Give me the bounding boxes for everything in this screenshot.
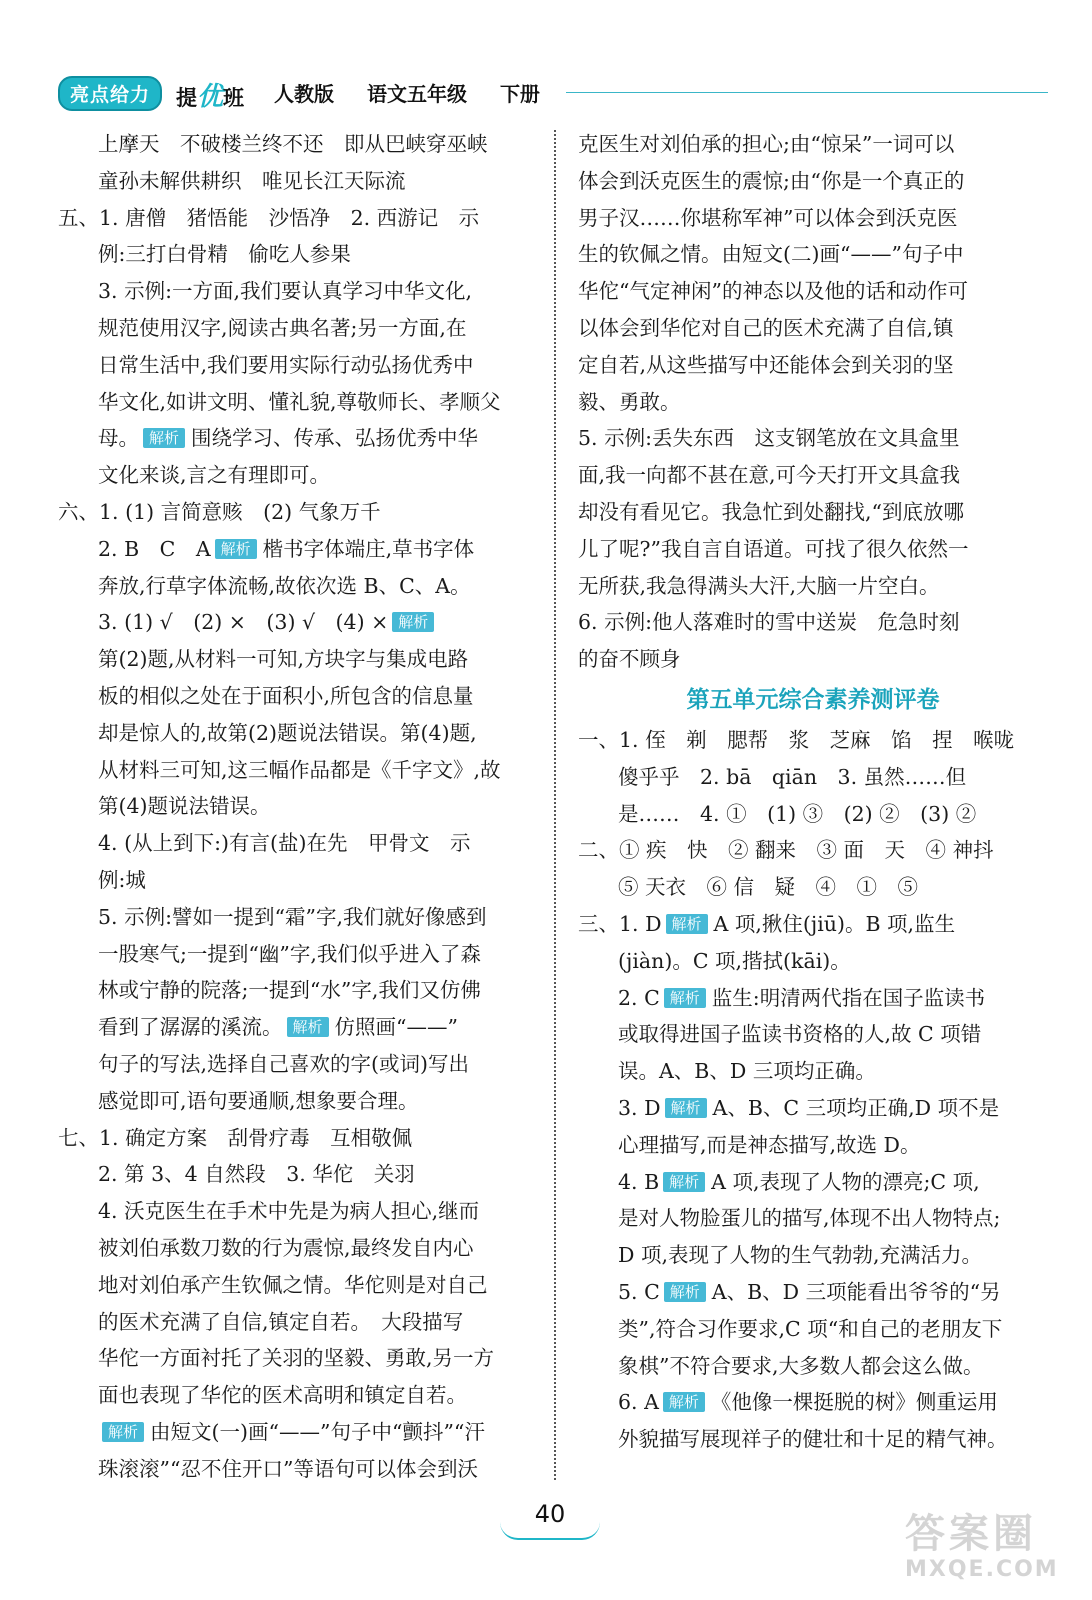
- answer-line: [58, 126, 534, 163]
- answer-line: [58, 604, 534, 641]
- answer-line: [58, 494, 534, 531]
- analysis-text: A、B、C 三项均正确,D 项不是: [712, 1095, 1000, 1120]
- answer-line: [578, 869, 1048, 906]
- right-column: [578, 126, 1048, 1458]
- answer-text: 3. D: [618, 1095, 661, 1120]
- answer-line: 6. 示例:他人落难时的雪中送炭 危急时刻: [578, 610, 960, 635]
- page-number: 40: [534, 1500, 566, 1528]
- answer-line: [58, 568, 534, 605]
- analysis-text: 仿照画“——”: [334, 1015, 458, 1040]
- answer-line: [58, 1193, 534, 1230]
- analysis-text: A 项,揪住(jiū)。B 项,监生: [713, 911, 956, 936]
- answer-text: 华佗一方面衬托了关羽的坚毅、勇敢,另一方: [98, 1346, 495, 1371]
- answer-line: [58, 1377, 534, 1414]
- answer-line: [58, 163, 534, 200]
- answer-line: 生的钦佩之情。由短文(二)画“——”句子中: [578, 242, 964, 267]
- answer-line: [58, 531, 534, 568]
- answer-line: [58, 236, 534, 273]
- analysis-tag: 解析: [287, 1017, 329, 1037]
- answer-text: 文化来谈,言之有理即可。: [98, 463, 331, 488]
- analysis-text: 监生:明清两代指在国子监读书: [711, 985, 986, 1010]
- answer-line: [58, 641, 534, 678]
- answer-line: [58, 1304, 534, 1341]
- analysis-text: 《他像一棵挺脱的树》侧重运用: [710, 1390, 998, 1415]
- answer-text: 象棋”不符合要求,大多数人都会这么做。: [618, 1353, 984, 1378]
- answer-line: 儿了呢?”我自言自语道。可找了很久依然一: [578, 536, 969, 561]
- answer-line: [58, 715, 534, 752]
- volume-label: 下册: [499, 82, 540, 106]
- page-number-swoosh: [500, 1522, 600, 1540]
- answer-line: 以体会到华佗对自己的医术充满了自信,镇: [578, 315, 954, 340]
- analysis-tag: 解析: [143, 428, 185, 448]
- answer-text: 4. 沃克医生在手术中先是为病人担心,继而: [98, 1199, 480, 1224]
- answer-text: 母。: [98, 426, 139, 451]
- answer-text: 三、1. D: [578, 911, 662, 936]
- answer-line: [58, 936, 534, 973]
- answer-line: [58, 788, 534, 825]
- answer-text: 规范使用汉字,阅读古典名著;另一方面,在: [98, 315, 467, 340]
- answer-text: 一股寒气;一提到“幽”字,我们似乎进入了森: [98, 941, 481, 966]
- answer-text: 林或宁静的院落;一提到“水”字,我们又仿佛: [98, 978, 481, 1003]
- answer-line: [578, 1053, 1048, 1090]
- answer-text: 2. 第 3、4 自然段 3. 华佗 关羽: [98, 1162, 415, 1187]
- answer-line: [578, 1090, 1048, 1127]
- analysis-tag: 解析: [664, 1282, 706, 1302]
- answer-line: 无所获,我急得满头大汗,大脑一片空白。: [578, 573, 940, 598]
- answer-line: [578, 1384, 1048, 1421]
- watermark-logo: 答案圈 MXQE.COM: [905, 1511, 1059, 1582]
- answer-line: [58, 678, 534, 715]
- book-info: [274, 78, 566, 107]
- answer-text: 例:城: [98, 867, 146, 892]
- answer-text: 日常生活中,我们要用实际行动弘扬优秀中: [98, 352, 474, 377]
- answer-line: 毅、勇敢。: [578, 389, 681, 414]
- answer-text: 第(4)题说法错误。: [98, 794, 271, 819]
- answer-line: [58, 420, 534, 457]
- analysis-text: 楷书字体端庄,草书字体: [262, 536, 475, 561]
- analysis-tag: 解析: [664, 988, 706, 1008]
- answer-line: [58, 1230, 534, 1267]
- page-header: [48, 74, 1048, 112]
- answer-text: 例:三打白骨精 偷吃人参果: [98, 242, 351, 267]
- answer-text: 却是惊人的,故第(2)题说法错误。第(4)题,: [98, 720, 477, 745]
- answer-line: [58, 1083, 534, 1120]
- answer-line: [58, 972, 534, 1009]
- answer-line: [578, 722, 1048, 759]
- answer-text: 句子的写法,选择自己喜欢的字(或词)写出: [98, 1051, 470, 1076]
- answer-text: 4. (从上到下:)有言(盐)在先 甲骨文 示: [98, 831, 471, 856]
- answer-line: [578, 1421, 1048, 1458]
- answer-text: 二、① 疾 快 ② 翻来 ③ 面 天 ④ 神抖: [578, 838, 994, 863]
- answer-text: 感觉即可,语句要通顺,想象要合理。: [98, 1088, 419, 1113]
- answer-text: 心理描写,而是神态描写,故选 D。: [618, 1132, 921, 1157]
- answer-line: [58, 1451, 534, 1488]
- answer-line: [58, 457, 534, 494]
- section-title: 第五单元综合素养测评卷: [686, 686, 940, 713]
- answer-text: ⑤ 天衣 ⑥ 信 疑 ④ ① ⑤: [618, 875, 919, 900]
- answer-line: [578, 1200, 1048, 1237]
- answer-text: 3. (1) √ (2) × (3) √ (4) ×: [98, 610, 389, 635]
- answer-line: [58, 899, 534, 936]
- answer-line: [58, 862, 534, 899]
- answer-line: [578, 906, 1048, 943]
- answer-line: [578, 1164, 1048, 1201]
- answer-text: 的医术充满了自信,镇定自若。 大段描写: [98, 1309, 464, 1334]
- answer-line: [578, 796, 1048, 833]
- answer-line: [578, 1274, 1048, 1311]
- right-bottom-block: [578, 722, 1048, 1458]
- answer-text: 从材料三可知,这三幅作品都是《千字文》,故: [98, 757, 501, 782]
- edition-label: 人教版: [274, 82, 334, 106]
- answer-line: [578, 1311, 1048, 1348]
- answer-line: 5. 示例:丢失东西 这支钢笔放在文具盒里: [578, 426, 960, 451]
- answer-text: 看到了潺潺的溪流。: [98, 1015, 283, 1040]
- subject-label: 语文五年级: [366, 82, 467, 106]
- answer-line: [58, 347, 534, 384]
- left-column: [58, 126, 534, 1487]
- answer-text: 七、1. 确定方案 刮骨疗毒 互相敬佩: [58, 1125, 413, 1150]
- analysis-tag: 解析: [663, 1172, 705, 1192]
- answer-line: [58, 752, 534, 789]
- analysis-tag: 解析: [665, 1098, 707, 1118]
- answer-text: 面也表现了华佗的医术高明和镇定自若。: [98, 1383, 467, 1408]
- answer-text: 五、1. 唐僧 猪悟能 沙悟净 2. 西游记 示: [58, 205, 480, 230]
- answer-text: 4. B: [618, 1169, 660, 1194]
- answer-line: [578, 1348, 1048, 1385]
- analysis-tag: 解析: [215, 539, 257, 559]
- answer-text: 六、1. (1) 言简意赅 (2) 气象万千: [58, 499, 381, 524]
- answer-text: 是对人物脸蛋儿的描写,体现不出人物特点;: [618, 1206, 1001, 1231]
- right-top-block: [578, 126, 1048, 678]
- answer-line: [578, 1237, 1048, 1274]
- series-badge: 亮点给力: [58, 76, 162, 111]
- analysis-tag: 解析: [392, 612, 434, 632]
- answer-line: [58, 200, 534, 237]
- answer-line: [578, 980, 1048, 1017]
- answer-line: [58, 1120, 534, 1157]
- answer-line: [578, 1016, 1048, 1053]
- answer-text: 类”,符合习作要求,C 项“和自己的老朋友下: [618, 1316, 1003, 1341]
- header-rule: [566, 92, 1048, 93]
- answer-line: 克医生对刘伯承的担心;由“惊呆”一词可以: [578, 132, 955, 156]
- answer-text: 上摩天 不破楼兰终不还 即从巴峡穿巫峡: [98, 132, 488, 156]
- answer-line: [578, 943, 1048, 980]
- answer-text: 2. B C A: [98, 536, 211, 561]
- answer-text: 误。A、B、D 三项均正确。: [618, 1059, 876, 1084]
- answer-text: 5. 示例:譬如一提到“霜”字,我们就好像感到: [98, 904, 487, 929]
- answer-line: [58, 384, 534, 421]
- answer-line: [58, 1009, 534, 1046]
- answer-text: 3. 示例:一方面,我们要认真学习中华文化,: [98, 279, 473, 304]
- analysis-text: A、B、D 三项能看出爷爷的“另: [711, 1279, 1001, 1304]
- analysis-text: 由短文(一)画“——”句子中“颤抖”“汗: [150, 1419, 485, 1444]
- answer-line: [578, 832, 1048, 869]
- answer-text: 第(2)题,从材料一可知,方块字与集成电路: [98, 647, 469, 672]
- answer-text: 珠滚滚”“忍不住开口”等语句可以体会到沃: [98, 1456, 478, 1481]
- answer-line: 面,我一向都不甚在意,可今天打开文具盒我: [578, 463, 961, 488]
- answer-text: 被刘伯承数刀数的行为震惊,最终发自内心: [98, 1235, 474, 1260]
- answer-text: 是…… 4. ① (1) ③ (2) ② (3) ②: [618, 801, 977, 826]
- answer-text: 或取得进国子监读书资格的人,故 C 项错: [618, 1022, 982, 1047]
- answer-line: [58, 1414, 534, 1451]
- analysis-tag: 解析: [663, 1392, 705, 1412]
- answer-text: (jiàn)。C 项,揩拭(kāi)。: [618, 948, 851, 973]
- column-divider: [554, 130, 556, 1480]
- answer-text: 地对刘伯承产生钦佩之情。华佗则是对自己: [98, 1272, 488, 1297]
- answer-text: 5. C: [618, 1279, 660, 1304]
- answer-line: [58, 1267, 534, 1304]
- answer-text: 一、1. 侄 剃 腮帮 浆 芝麻 馅 捏 喉咙: [578, 727, 1015, 752]
- answer-text: 童孙未解供耕织 唯见长江天际流: [98, 168, 406, 193]
- answer-line: [58, 310, 534, 347]
- answer-text: 6. A: [618, 1390, 659, 1415]
- brand-name: 提优班: [176, 82, 245, 112]
- answer-text: 2. C: [618, 985, 660, 1010]
- answer-text: 傻乎乎 2. bā qiān 3. 虽然……但: [618, 764, 967, 789]
- analysis-text: 围绕学习、传承、弘扬优秀中华: [191, 426, 479, 451]
- answer-line: [578, 759, 1048, 796]
- answer-line: [58, 1156, 534, 1193]
- answer-line: 的奋不顾身: [578, 647, 681, 672]
- answer-text: 奔放,行草字体流畅,故依次选 B、C、A。: [98, 573, 471, 598]
- answer-text: 华文化,如讲文明、懂礼貌,尊敬师长、孝顺父: [98, 389, 501, 414]
- answer-text: 外貌描写展现祥子的健壮和十足的精气神。: [618, 1427, 1008, 1452]
- answer-line: 定自若,从这些描写中还能体会到关羽的坚: [578, 352, 954, 377]
- answer-line: 华佗“气定神闲”的神态以及他的话和动作可: [578, 279, 968, 304]
- answer-line: 却没有看见它。我急忙到处翻找,“到底放哪: [578, 499, 964, 524]
- answer-line: [578, 1127, 1048, 1164]
- answer-line: [58, 1340, 534, 1377]
- answer-text: D 项,表现了人物的生气勃勃,充满活力。: [618, 1243, 982, 1268]
- analysis-tag: 解析: [102, 1422, 144, 1442]
- analysis-text: A 项,表现了人物的漂亮;C 项,: [711, 1169, 980, 1194]
- answer-line: [58, 825, 534, 862]
- answer-line: [58, 1046, 534, 1083]
- answer-line: 体会到沃克医生的震惊;由“你是一个真正的: [578, 168, 965, 193]
- answer-text: 板的相似之处在于面积小,所包含的信息量: [98, 683, 474, 708]
- analysis-tag: 解析: [666, 914, 708, 934]
- answer-line: 男子汉……你堪称军神”可以体会到沃克医: [578, 205, 958, 230]
- answer-line: [58, 273, 534, 310]
